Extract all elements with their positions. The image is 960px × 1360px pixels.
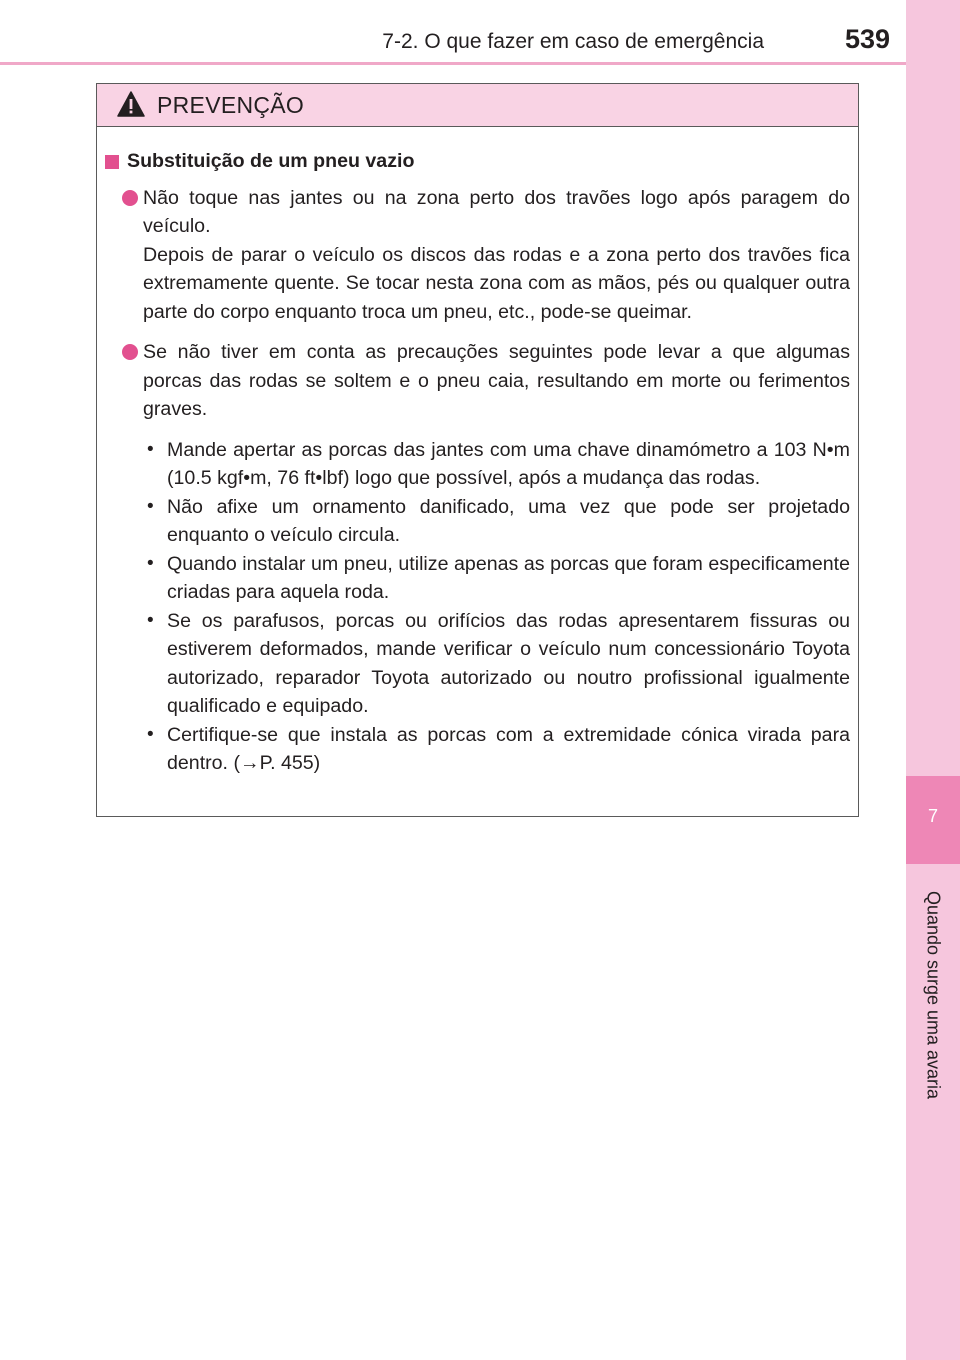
sub-bullet-item	[103, 721, 850, 778]
sub-bullet-dot: •	[147, 723, 154, 745]
sub-bullet-item	[103, 550, 850, 607]
sub-bullet-list	[103, 436, 850, 778]
sub-bullet-text: Se os parafusos, porcas ou orifícios das rodas apresentarem fissuras ou estiverem deformados, mande verificar o veículo num concessionário Toyota autorizado, reparador Toyota autorizado ou noutro profissional igualmente qualificado e equipado.	[167, 609, 850, 717]
sub-bullet-dot: •	[147, 552, 154, 574]
caution-header	[97, 84, 858, 127]
sub-bullet-item	[103, 436, 850, 493]
page-header	[0, 0, 906, 62]
section-heading-text: Substituição de um pneu vazio	[127, 150, 415, 172]
caution-box	[96, 83, 859, 817]
chapter-label: Quando surge uma avaria	[923, 890, 944, 1100]
bullet-item	[103, 184, 850, 327]
sub-bullet-dot: •	[147, 495, 154, 517]
sub-bullet-text: Não afixe um ornamento danificado, uma vez que pode ser projetado enquanto o veículo circula.	[167, 495, 850, 546]
caution-body	[97, 127, 858, 778]
sub-bullet-text: Quando instalar um pneu, utilize apenas as porcas que foram especificamente criadas para aquela roda.	[167, 552, 850, 603]
bullet-item	[103, 338, 850, 424]
page-number: 539	[844, 24, 890, 54]
bullet-text-continued: Depois de parar o veículo os discos das rodas e a zona perto dos travões fica extremamente quente. Se tocar nesta zona com as mãos, pés ou qualquer outra parte do corpo enquanto troca um pneu, etc., pode-se queimar.	[143, 243, 850, 323]
section-heading	[103, 147, 850, 176]
side-strip	[906, 0, 960, 1360]
sub-bullet-dot: •	[147, 438, 154, 460]
chapter-tab[interactable]	[906, 776, 960, 864]
sub-bullet-text: Mande apertar as porcas das jantes com uma chave dinamómetro a 103 N•m (10.5 kgf•m, 76 ft•lbf) logo que possível, após a mudança das rodas.	[167, 438, 850, 489]
section-title: 7-2. O que fazer em caso de emergência	[382, 30, 764, 53]
sub-bullet-dot: •	[147, 609, 154, 631]
caution-title: PREVENÇÃO	[157, 92, 305, 118]
sub-bullet-item	[103, 493, 850, 550]
sub-bullet-item	[103, 607, 850, 721]
chapter-number: 7	[927, 806, 938, 826]
sub-bullet-text: Certifique-se que instala as porcas com a extremidade cónica virada para dentro. (→P. 455)	[167, 723, 850, 774]
header-divider	[0, 62, 906, 65]
pink-circle-bullet-icon	[122, 344, 138, 360]
pink-circle-bullet-icon	[122, 190, 138, 206]
bullet-text: Se não tiver em conta as precauções seguintes pode levar a que algumas porcas das rodas se soltem e o pneu caia, resultando em morte ou ferimentos graves.	[143, 341, 850, 420]
bullet-text: Não toque nas jantes ou na zona perto dos travões logo após paragem do veículo.	[143, 186, 850, 237]
pink-square-icon	[105, 155, 119, 169]
warning-triangle-icon	[117, 91, 145, 117]
